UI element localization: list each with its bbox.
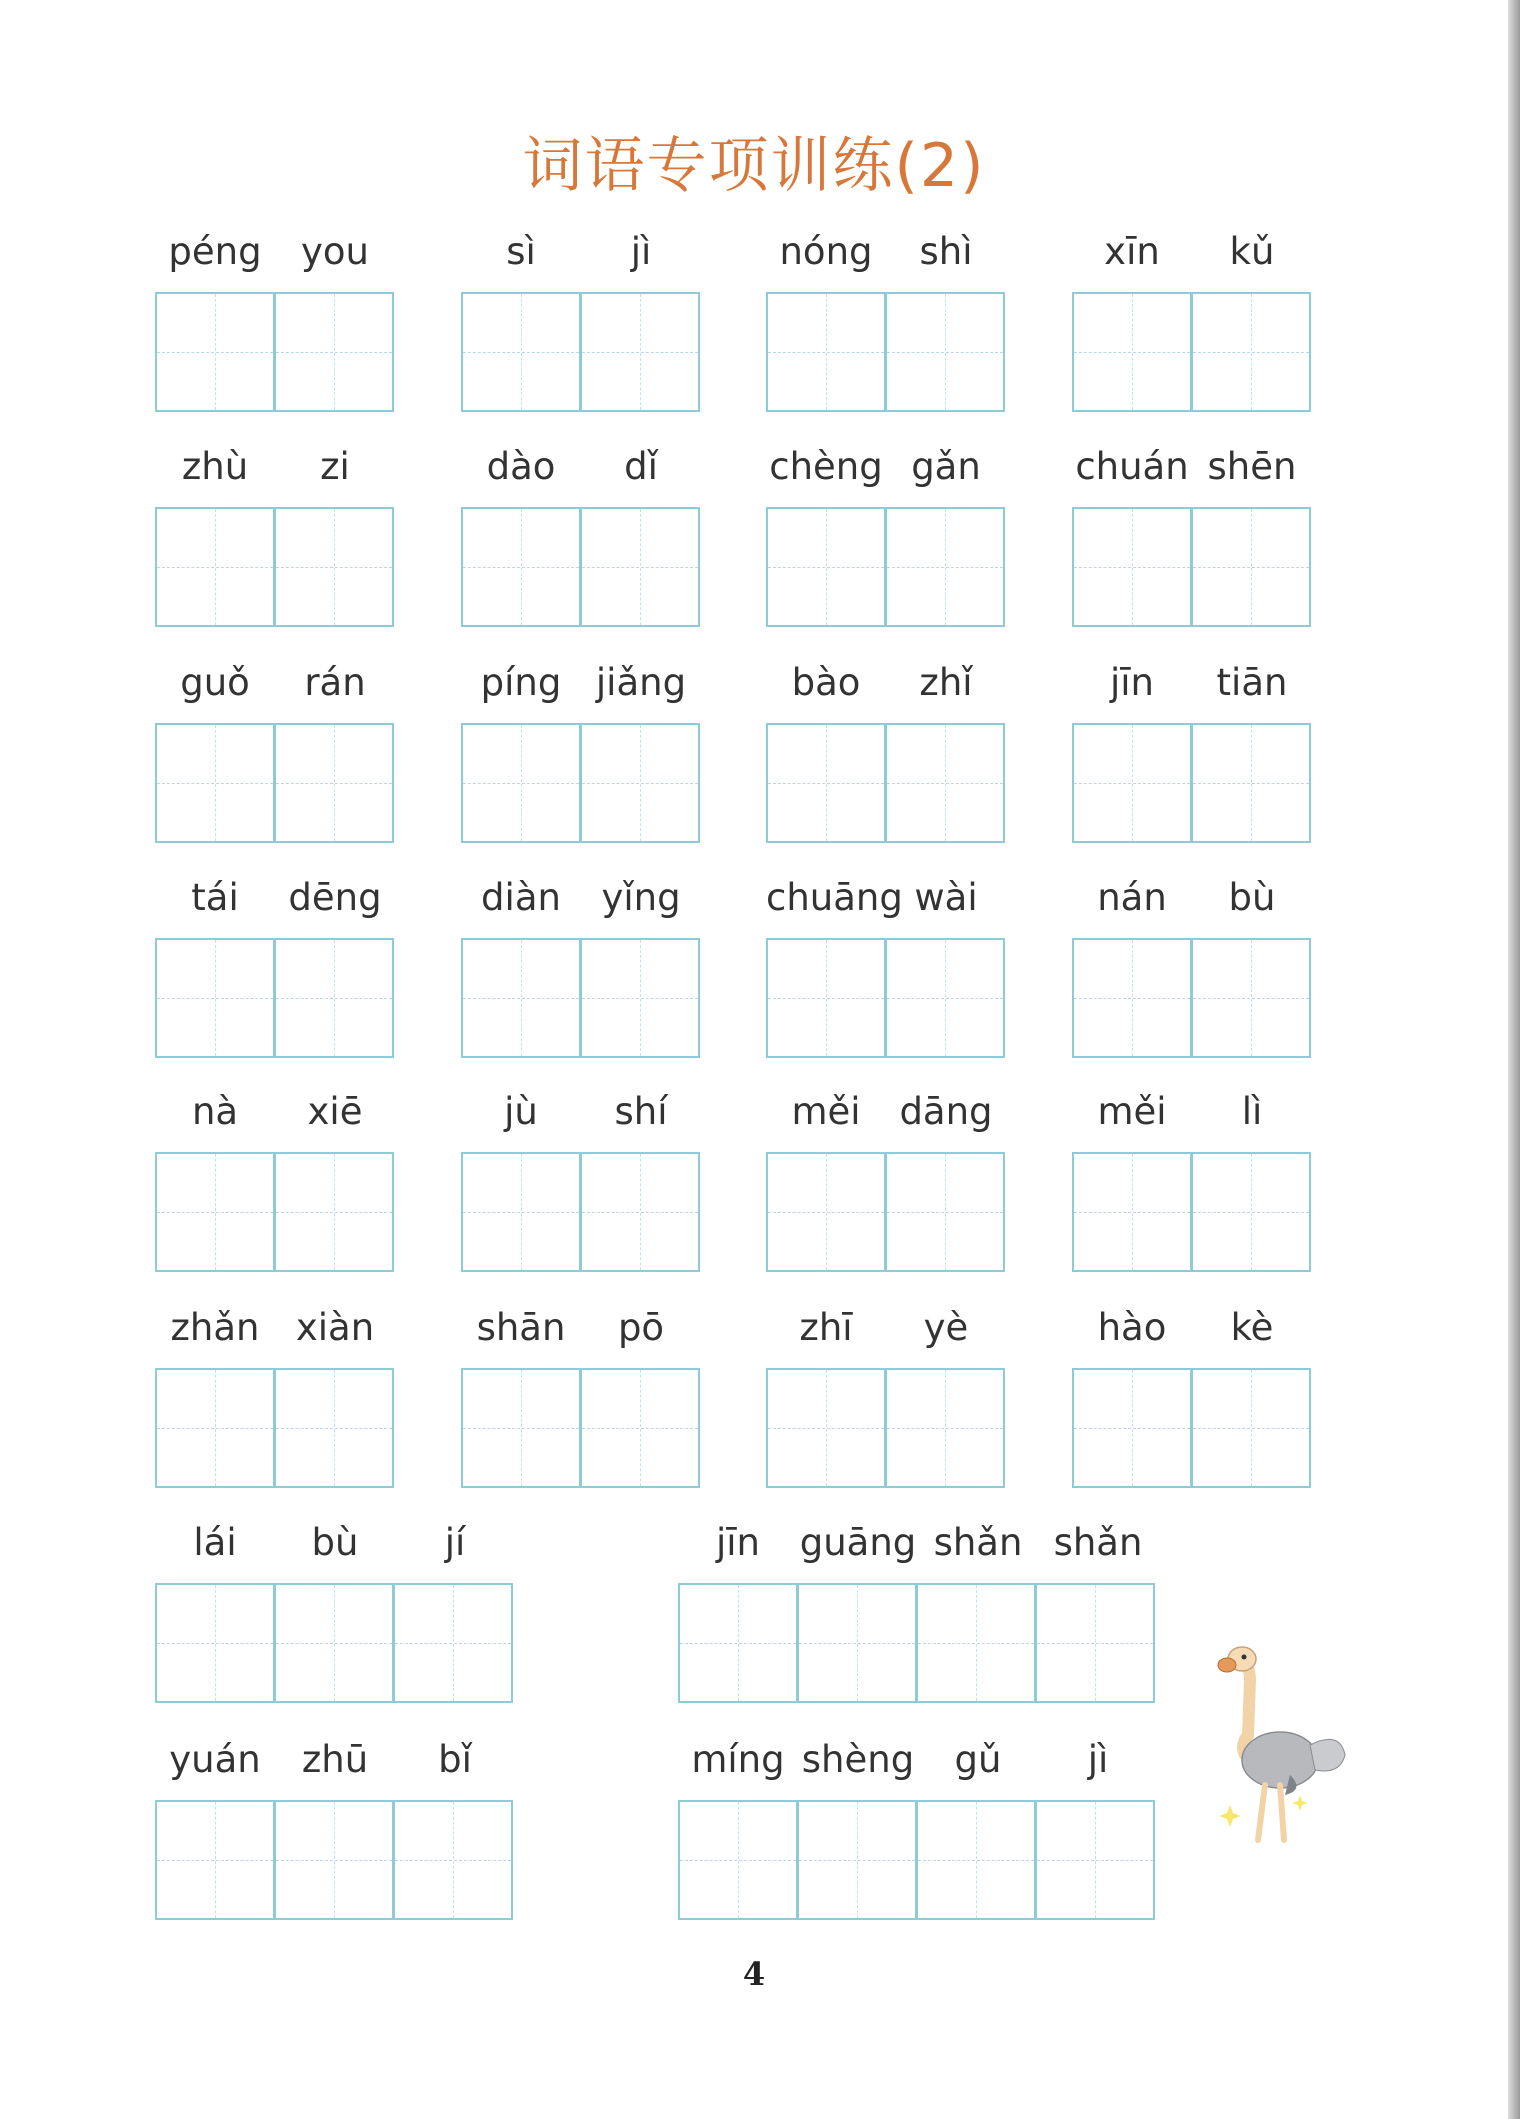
pinyin-label: shǎn (933, 1521, 1023, 1564)
pinyin-label: jì (630, 230, 652, 273)
pinyin-label: yǐng (601, 876, 681, 919)
character-writing-box[interactable] (1191, 507, 1311, 627)
pinyin-label: shì (919, 230, 973, 273)
ostrich-illustration (1200, 1635, 1360, 1850)
character-writing-box[interactable] (797, 1583, 917, 1703)
pinyin-label: péng (168, 230, 262, 273)
character-writing-box[interactable] (461, 1152, 581, 1272)
character-writing-box[interactable] (461, 938, 581, 1058)
guide-line-horizontal (463, 783, 579, 784)
guide-line-horizontal (1074, 352, 1190, 353)
character-writing-box[interactable] (274, 1368, 394, 1488)
pinyin-label: shí (614, 1090, 668, 1133)
guide-line-horizontal (582, 567, 698, 568)
character-writing-box[interactable] (916, 1800, 1036, 1920)
guide-line-horizontal (1074, 1428, 1190, 1429)
pinyin-label: měi (1097, 1090, 1167, 1133)
guide-line-horizontal (157, 783, 273, 784)
pinyin-label: shǎn (1053, 1521, 1143, 1564)
character-writing-box[interactable] (766, 1152, 886, 1272)
pinyin-label: yuán (169, 1738, 261, 1781)
guide-line-horizontal (768, 567, 884, 568)
character-writing-box[interactable] (885, 507, 1005, 627)
character-writing-box[interactable] (155, 1368, 275, 1488)
pinyin-label: tái (191, 876, 239, 919)
character-writing-box[interactable] (1072, 938, 1192, 1058)
pinyin-label: kè (1230, 1306, 1274, 1349)
guide-line-horizontal (276, 998, 392, 999)
character-writing-box[interactable] (678, 1800, 798, 1920)
guide-line-horizontal (463, 1428, 579, 1429)
pinyin-label: dēng (288, 876, 382, 919)
character-writing-box[interactable] (274, 938, 394, 1058)
character-writing-box[interactable] (580, 938, 700, 1058)
character-writing-box[interactable] (461, 1368, 581, 1488)
guide-line-horizontal (768, 998, 884, 999)
character-writing-box[interactable] (461, 507, 581, 627)
character-writing-box[interactable] (766, 938, 886, 1058)
character-writing-box[interactable] (1191, 938, 1311, 1058)
guide-line-horizontal (157, 1643, 273, 1644)
pinyin-label: xīn (1104, 230, 1160, 273)
character-writing-box[interactable] (797, 1800, 917, 1920)
guide-line-horizontal (1193, 1212, 1309, 1213)
pinyin-label: wài (914, 876, 978, 919)
guide-line-horizontal (918, 1860, 1034, 1861)
pinyin-label: jīn (715, 1521, 760, 1564)
pinyin-label: dào (486, 445, 556, 488)
guide-line-horizontal (582, 1428, 698, 1429)
character-writing-box[interactable] (1035, 1800, 1155, 1920)
pinyin-label: tiān (1216, 661, 1288, 704)
guide-line-horizontal (157, 1428, 273, 1429)
guide-line-horizontal (1074, 783, 1190, 784)
pinyin-label: shān (476, 1306, 566, 1349)
pinyin-label: zhù (181, 445, 249, 488)
guide-line-horizontal (157, 1212, 273, 1213)
pinyin-label: shèng (801, 1738, 915, 1781)
character-writing-box[interactable] (766, 507, 886, 627)
guide-line-horizontal (157, 567, 273, 568)
guide-line-horizontal (276, 783, 392, 784)
character-writing-box[interactable] (766, 292, 886, 412)
guide-line-horizontal (582, 352, 698, 353)
pinyin-label: bù (1228, 876, 1276, 919)
guide-line-horizontal (768, 1428, 884, 1429)
guide-line-horizontal (276, 1428, 392, 1429)
character-writing-box[interactable] (461, 723, 581, 843)
pinyin-label: zi (320, 445, 350, 488)
character-writing-box[interactable] (885, 723, 1005, 843)
pinyin-label: chuāng (766, 876, 903, 919)
page-title: 词语专项训练(2) (522, 131, 986, 201)
pinyin-label: chuán (1075, 445, 1189, 488)
character-writing-box[interactable] (1072, 723, 1192, 843)
guide-line-horizontal (395, 1860, 511, 1861)
character-writing-box[interactable] (274, 1583, 394, 1703)
guide-line-horizontal (582, 998, 698, 999)
guide-line-horizontal (463, 998, 579, 999)
pinyin-label: dāng (899, 1090, 993, 1133)
character-writing-box[interactable] (1191, 723, 1311, 843)
guide-line-horizontal (1193, 567, 1309, 568)
pinyin-label: píng (480, 661, 562, 704)
pinyin-label: you (301, 230, 369, 273)
guide-line-horizontal (1193, 783, 1309, 784)
guide-line-horizontal (887, 352, 1003, 353)
guide-line-horizontal (276, 1860, 392, 1861)
pinyin-label: míng (691, 1738, 785, 1781)
character-writing-box[interactable] (155, 938, 275, 1058)
pinyin-label: bǐ (438, 1738, 472, 1781)
pinyin-label: bù (311, 1521, 359, 1564)
guide-line-horizontal (276, 352, 392, 353)
guide-line-horizontal (582, 1212, 698, 1213)
guide-line-horizontal (887, 998, 1003, 999)
character-writing-box[interactable] (274, 1152, 394, 1272)
guide-line-horizontal (157, 1860, 273, 1861)
guide-line-horizontal (887, 1428, 1003, 1429)
pinyin-label: guāng (799, 1521, 917, 1564)
pinyin-label: gǎn (911, 445, 981, 488)
pinyin-label: nán (1097, 876, 1167, 919)
character-writing-box[interactable] (766, 1368, 886, 1488)
pinyin-label: měi (791, 1090, 861, 1133)
pinyin-label: nà (191, 1090, 239, 1133)
character-writing-box[interactable] (1072, 1368, 1192, 1488)
pinyin-label: lì (1241, 1090, 1263, 1133)
guide-line-horizontal (768, 1212, 884, 1213)
pinyin-label: jīn (1109, 661, 1154, 704)
guide-line-horizontal (463, 567, 579, 568)
guide-line-horizontal (395, 1643, 511, 1644)
guide-line-horizontal (582, 783, 698, 784)
guide-line-horizontal (1193, 998, 1309, 999)
character-writing-box[interactable] (155, 1583, 275, 1703)
pinyin-label: rán (304, 661, 366, 704)
guide-line-horizontal (887, 783, 1003, 784)
pinyin-label: zhǐ (919, 661, 973, 704)
character-writing-box[interactable] (1191, 1152, 1311, 1272)
character-writing-box[interactable] (155, 1800, 275, 1920)
guide-line-horizontal (680, 1860, 796, 1861)
pinyin-label: xiàn (295, 1306, 375, 1349)
guide-line-horizontal (1074, 567, 1190, 568)
character-writing-box[interactable] (885, 1368, 1005, 1488)
guide-line-horizontal (680, 1643, 796, 1644)
character-writing-box[interactable] (580, 507, 700, 627)
pinyin-label: nóng (779, 230, 873, 273)
pinyin-label: xiē (307, 1090, 363, 1133)
guide-line-horizontal (887, 1212, 1003, 1213)
character-writing-box[interactable] (155, 292, 275, 412)
character-writing-box[interactable] (1191, 1368, 1311, 1488)
guide-line-horizontal (276, 1643, 392, 1644)
character-writing-box[interactable] (1191, 292, 1311, 412)
pinyin-label: bào (791, 661, 861, 704)
character-writing-box[interactable] (155, 507, 275, 627)
guide-line-horizontal (1193, 352, 1309, 353)
guide-line-horizontal (276, 567, 392, 568)
pinyin-label: gǔ (954, 1738, 1002, 1781)
pinyin-label: jí (444, 1521, 466, 1564)
pinyin-label: chèng (769, 445, 883, 488)
character-writing-box[interactable] (1072, 292, 1192, 412)
page-edge (1508, 0, 1520, 2119)
pinyin-label: shēn (1207, 445, 1297, 488)
guide-line-horizontal (1193, 1428, 1309, 1429)
pinyin-label: zhǎn (170, 1306, 260, 1349)
pinyin-label: lái (193, 1521, 237, 1564)
pinyin-label: jiǎng (595, 661, 687, 704)
character-writing-box[interactable] (916, 1583, 1036, 1703)
character-writing-box[interactable] (580, 723, 700, 843)
character-writing-box[interactable] (155, 1152, 275, 1272)
character-writing-box[interactable] (1072, 1152, 1192, 1272)
guide-line-horizontal (918, 1643, 1034, 1644)
pinyin-label: jù (504, 1090, 538, 1133)
character-writing-box[interactable] (1072, 507, 1192, 627)
character-writing-box[interactable] (678, 1583, 798, 1703)
pinyin-label: hào (1097, 1306, 1167, 1349)
page-number: 4 (742, 1955, 766, 1993)
character-writing-box[interactable] (885, 1152, 1005, 1272)
character-writing-box[interactable] (580, 1152, 700, 1272)
guide-line-horizontal (799, 1643, 915, 1644)
pinyin-label: yè (923, 1306, 969, 1349)
pinyin-label: sì (506, 230, 536, 273)
pinyin-label: pō (617, 1306, 665, 1349)
guide-line-horizontal (799, 1860, 915, 1861)
character-writing-box[interactable] (580, 1368, 700, 1488)
character-writing-box[interactable] (274, 507, 394, 627)
guide-line-horizontal (276, 1212, 392, 1213)
character-writing-box[interactable] (274, 292, 394, 412)
pinyin-label: zhī (799, 1306, 853, 1349)
guide-line-horizontal (1037, 1860, 1153, 1861)
character-writing-box[interactable] (885, 292, 1005, 412)
pinyin-label: kǔ (1229, 230, 1275, 273)
character-writing-box[interactable] (393, 1583, 513, 1703)
character-writing-box[interactable] (274, 723, 394, 843)
character-writing-box[interactable] (461, 292, 581, 412)
guide-line-horizontal (463, 352, 579, 353)
pinyin-label: dǐ (624, 445, 658, 488)
character-writing-box[interactable] (393, 1800, 513, 1920)
guide-line-horizontal (768, 783, 884, 784)
character-writing-box[interactable] (274, 1800, 394, 1920)
character-writing-box[interactable] (885, 938, 1005, 1058)
pinyin-label: jì (1087, 1738, 1109, 1781)
guide-line-horizontal (1037, 1643, 1153, 1644)
guide-line-horizontal (157, 998, 273, 999)
character-writing-box[interactable] (766, 723, 886, 843)
character-writing-box[interactable] (580, 292, 700, 412)
character-writing-box[interactable] (155, 723, 275, 843)
guide-line-horizontal (1074, 1212, 1190, 1213)
guide-line-horizontal (887, 567, 1003, 568)
pinyin-label: guǒ (180, 661, 250, 704)
pinyin-label: diàn (481, 876, 561, 919)
guide-line-horizontal (1074, 998, 1190, 999)
guide-line-horizontal (157, 352, 273, 353)
character-writing-box[interactable] (1035, 1583, 1155, 1703)
pinyin-label: zhū (301, 1738, 369, 1781)
guide-line-horizontal (768, 352, 884, 353)
guide-line-horizontal (463, 1212, 579, 1213)
